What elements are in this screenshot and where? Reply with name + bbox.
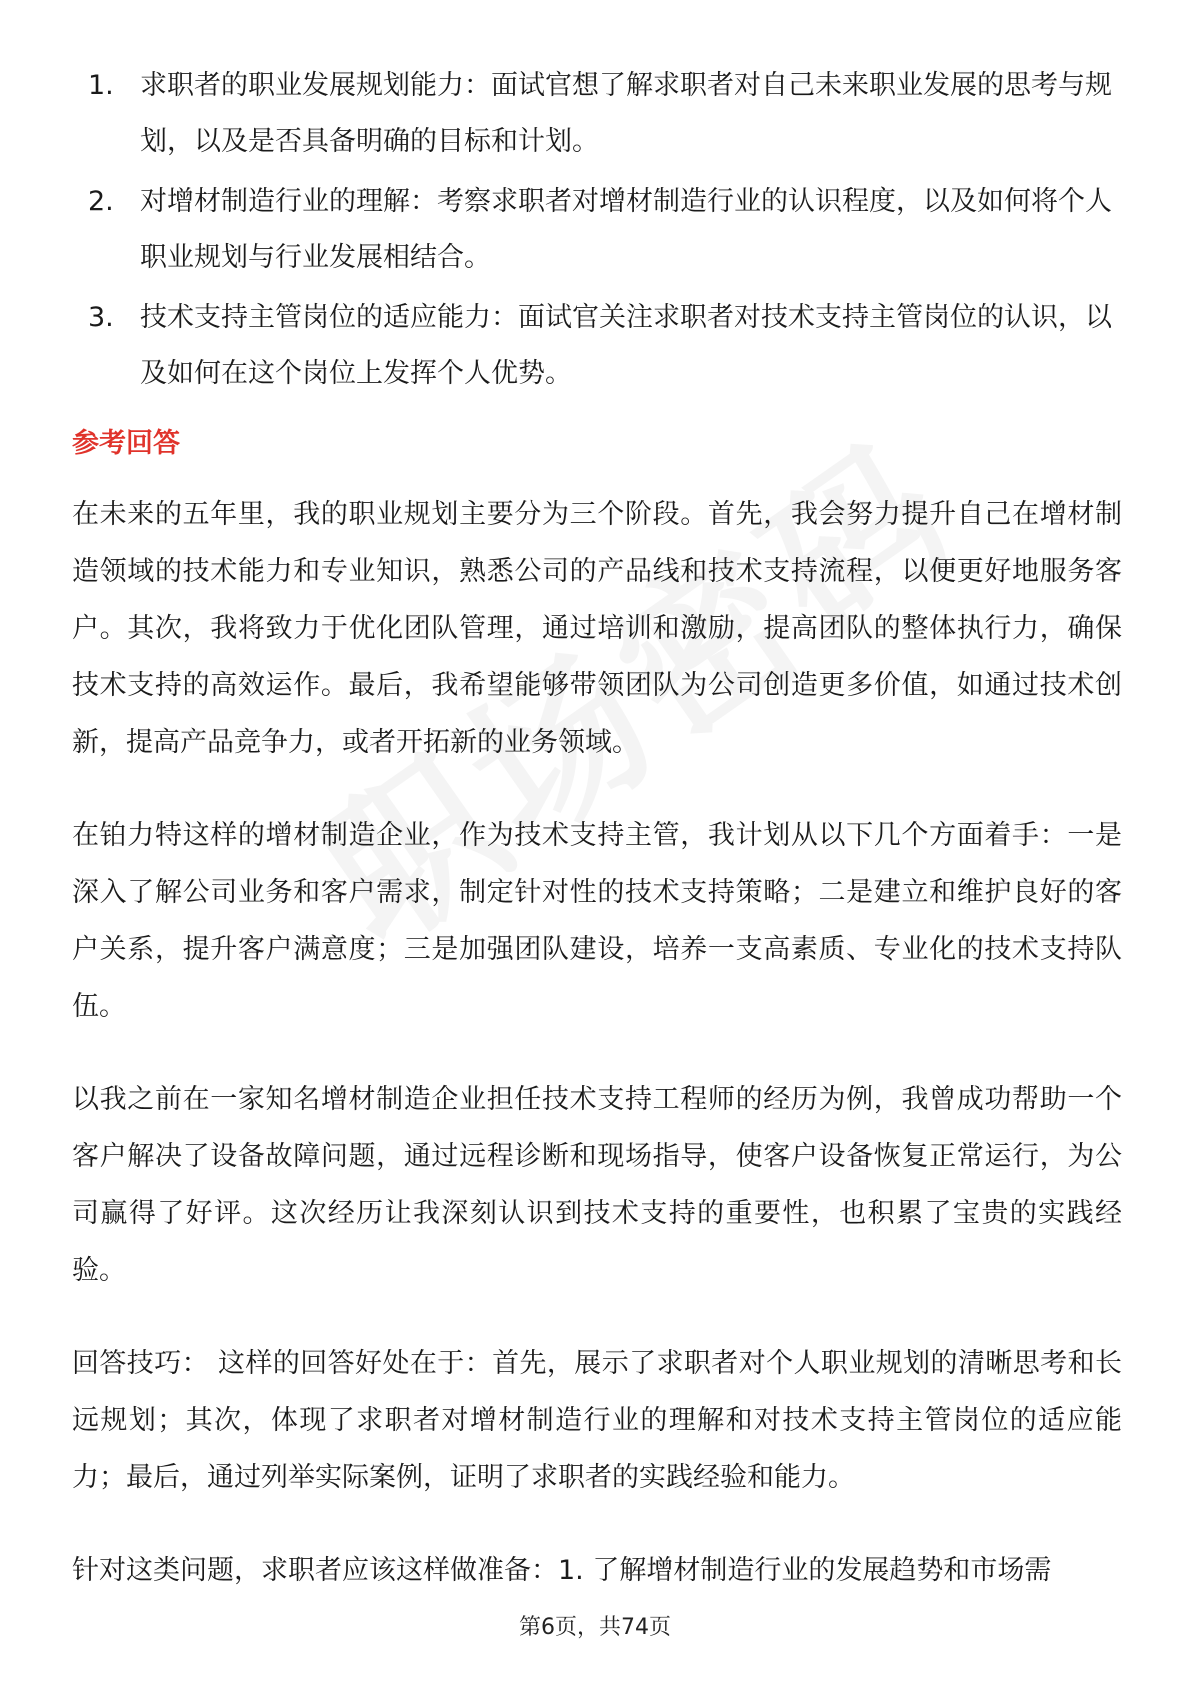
list-item: [72, 174, 1122, 286]
list-item-text: 技术支持主管岗位的适应能力：面试官关注求职者对技术支持主管岗位的认识，以及如何在这个岗位上发挥个人优势。: [140, 302, 1112, 389]
paragraph: 回答技巧： 这样的回答好处在于：首先，展示了求职者对个人职业规划的清晰思考和长远规划；其次，体现了求职者对增材制造行业的理解和对技术支持主管岗位的适应能力；最后，通过列举实际案例，证明了求职者的实践经验和能力。: [72, 1348, 1122, 1493]
list-item-number: 2.: [88, 186, 114, 217]
list-item: [72, 58, 1122, 170]
paragraph: 在铂力特这样的增材制造企业，作为技术支持主管，我计划从以下几个方面着手：一是深入了解公司业务和客户需求，制定针对性的技术支持策略；二是建立和维护良好的客户关系，提升客户满意度；三是加强团队建设，培养一支高素质、专业化的技术支持队伍。: [72, 820, 1122, 1022]
document-page: [72, 58, 1122, 1635]
list-item: [72, 290, 1122, 402]
numbered-list: [72, 58, 1122, 402]
list-item-text: 对增材制造行业的理解：考察求职者对增材制造行业的认识程度，以及如何将个人职业规划与行业发展相结合。: [140, 186, 1112, 273]
list-item-number: 3.: [88, 302, 114, 333]
section-title: 参考回答: [72, 428, 180, 459]
paragraph: 在未来的五年里，我的职业规划主要分为三个阶段。首先，我会努力提升自己在增材制造领域的技术能力和专业知识，熟悉公司的产品线和技术支持流程，以便更好地服务客户。其次，我将致力于优化团队管理，通过培训和激励，提高团队的整体执行力，确保技术支持的高效运作。最后，我希望能够带领团队为公司创造更多价值，如通过技术创新，提高产品竞争力，或者开拓新的业务领域。: [72, 499, 1122, 758]
list-item-text: 求职者的职业发展规划能力：面试官想了解求职者对自己未来职业发展的思考与规划，以及是否具备明确的目标和计划。: [140, 70, 1112, 157]
page-number-footer: 第6页，共74页: [519, 1615, 671, 1640]
paragraph: 针对这类问题，求职者应该这样做准备：1. 了解增材制造行业的发展趋势和市场需: [72, 1555, 1052, 1586]
list-item-number: 1.: [88, 70, 114, 101]
paragraph: 以我之前在一家知名增材制造企业担任技术支持工程师的经历为例，我曾成功帮助一个客户解决了设备故障问题，通过远程诊断和现场指导，使客户设备恢复正常运行，为公司赢得了好评。这次经历让我深刻认识到技术支持的重要性，也积累了宝贵的实践经验。: [72, 1084, 1122, 1286]
